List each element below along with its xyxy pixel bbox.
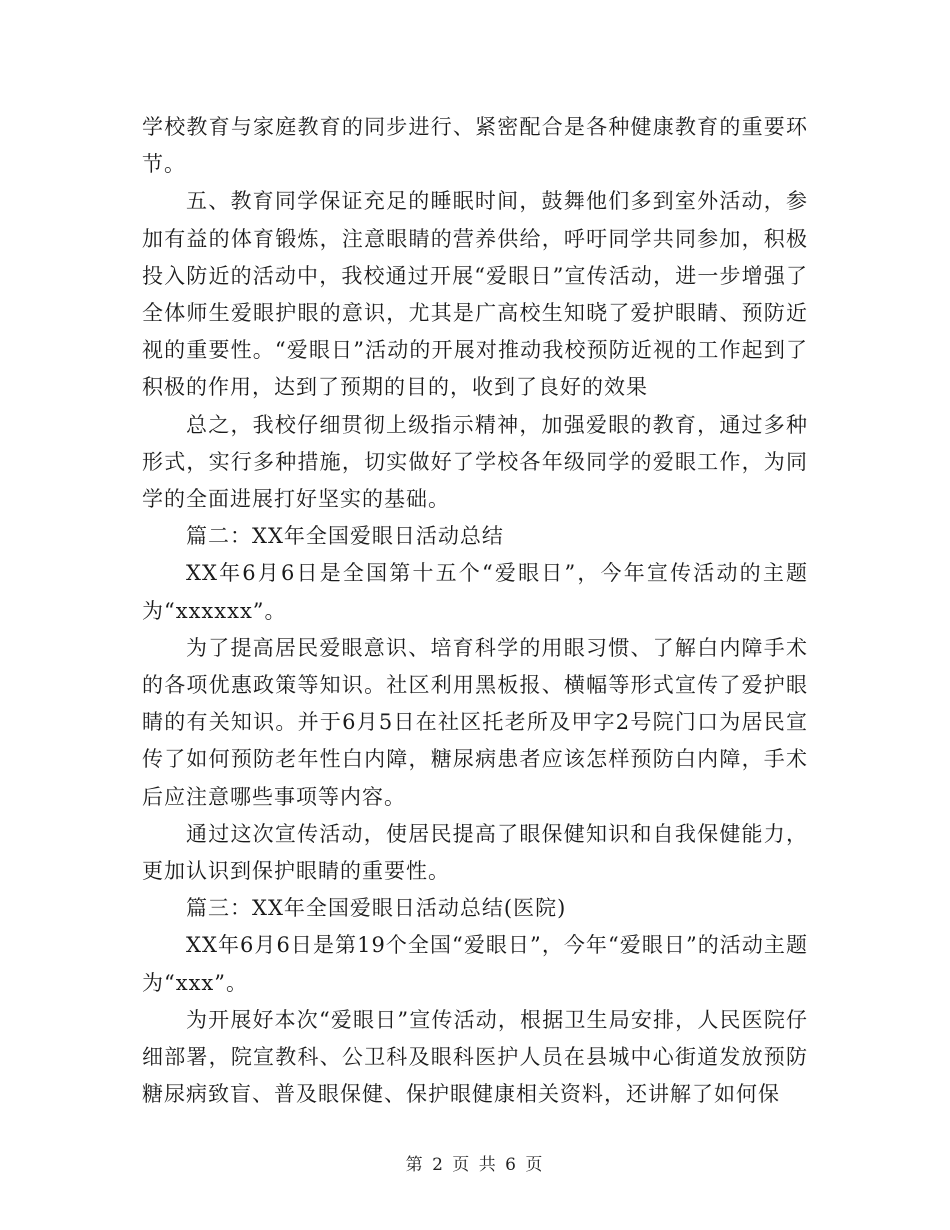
paragraph-1: 学校教育与家庭教育的同步进行、紧密配合是各种健康教育的重要环节。 <box>142 115 808 177</box>
paragraph-4: XX年6月6日是全国第十五个“爱眼日”，今年宣传活动的主题为“xxxxxx”。 <box>142 561 808 623</box>
paragraph-7: XX年6月6日是第19个全国“爱眼日”，今年“爱眼日”的活动主题为“xxx”。 <box>142 933 808 995</box>
paragraph-6: 通过这次宣传活动，使居民提高了眼保健知识和自我保健能力，更加认识到保护眼睛的重要性。 <box>142 821 808 884</box>
page-number-footer: 第 2 页 共 6 页 <box>405 1155 545 1175</box>
document-body <box>142 109 808 1113</box>
section-heading-2: 篇二：XX年全国爱眼日活动总结 <box>186 524 504 549</box>
section-heading-3: 篇三：XX年全国爱眼日活动总结(医院) <box>186 896 567 921</box>
paragraph-8: 为开展好本次“爱眼日”宣传活动，根据卫生局安排，人民医院仔细部署，院宣教科、公卫科及眼科医护人员在县城中心街道发放预防糖尿病致盲、普及眼保健、保护眼健康相关资料，还讲解了如何保 <box>142 1007 808 1107</box>
paragraph-3: 总之，我校仔细贯彻上级指示精神，加强爱眼的教育，通过多种形式，实行多种措施，切实做好了学校各年级同学的爱眼工作，为同学的全面进展打好坚实的基础。 <box>142 412 808 512</box>
paragraph-5: 为了提高居民爱眼意识、培育科学的用眼习惯、了解白内障手术的各项优惠政策等知识。社区利用黑板报、横幅等形式宣传了爱护眼睛的有关知识。并于6月5日在社区托老所及甲字2号院门口为居民宣传了如何预防老年性白内障，糖尿病患者应该怎样预防白内障，手术后应注意哪些事项等内容。 <box>142 635 808 809</box>
paragraph-2: 五、教育同学保证充足的睡眠时间，鼓舞他们多到室外活动，参加有益的体育锻炼，注意眼睛的营养供给，呼吁同学共同参加，积极投入防近的活动中，我校通过开展“爱眼日”宣传活动，进一步增强了全体师生爱眼护眼的意识，尤其是广高校生知晓了爱护眼睛、预防近视的重要性。“爱眼日”活动的开展对推动我校预防近视的工作起到了积极的作用，达到了预期的目的，收到了良好的效果 <box>142 189 808 400</box>
